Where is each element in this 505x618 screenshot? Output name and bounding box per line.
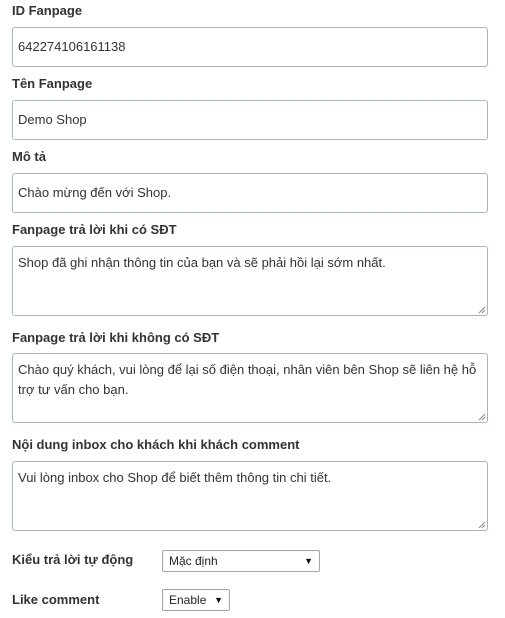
auto-reply-type-select[interactable] [162, 550, 320, 572]
reply-without-phone-label: Fanpage trả lời khi không có SĐT [12, 330, 220, 345]
reply-with-phone-label: Fanpage trả lời khi có SĐT [12, 222, 177, 237]
resize-grip-icon[interactable] [477, 520, 486, 529]
triangle-down-icon: ▼ [214, 595, 223, 605]
fanpage-id-label: ID Fanpage [12, 3, 83, 18]
reply-without-phone-textarea[interactable] [12, 353, 488, 423]
fanpage-id-input[interactable]: 642274106161138 [12, 27, 488, 67]
inbox-message-textarea[interactable] [12, 461, 488, 531]
auto-reply-type-label: Kiểu trả lời tự động [12, 552, 134, 567]
resize-grip-icon[interactable] [477, 412, 486, 421]
like-comment-label: Like comment [12, 592, 100, 607]
fanpage-name-input[interactable]: Demo Shop [12, 100, 488, 140]
description-label: Mô tả [12, 149, 46, 164]
like-comment-select[interactable] [162, 589, 230, 611]
triangle-down-icon: ▼ [304, 556, 313, 566]
resize-grip-icon[interactable] [477, 305, 486, 314]
fanpage-name-label: Tên Fanpage [12, 76, 93, 91]
auto-reply-type-value: Mặc định [169, 554, 218, 568]
like-comment-value: Enable [169, 593, 207, 607]
description-input[interactable]: Chào mừng đến với Shop. [12, 173, 488, 213]
inbox-message-label: Nội dung inbox cho khách khi khách comment [12, 437, 300, 452]
reply-without-phone-text: Chào quý khách, vui lòng để lại số điện thoại, nhân viên bên Shop sẽ liên hệ hỗ trợ tư vấn cho bạn. [18, 362, 477, 397]
reply-with-phone-textarea[interactable] [12, 246, 488, 316]
inbox-message-text: Vui lòng inbox cho Shop để biết thêm thông tin chi tiết. [18, 470, 332, 485]
reply-with-phone-text: Shop đã ghi nhận thông tin của bạn và sẽ phải hồi lại sớm nhất. [18, 255, 386, 270]
